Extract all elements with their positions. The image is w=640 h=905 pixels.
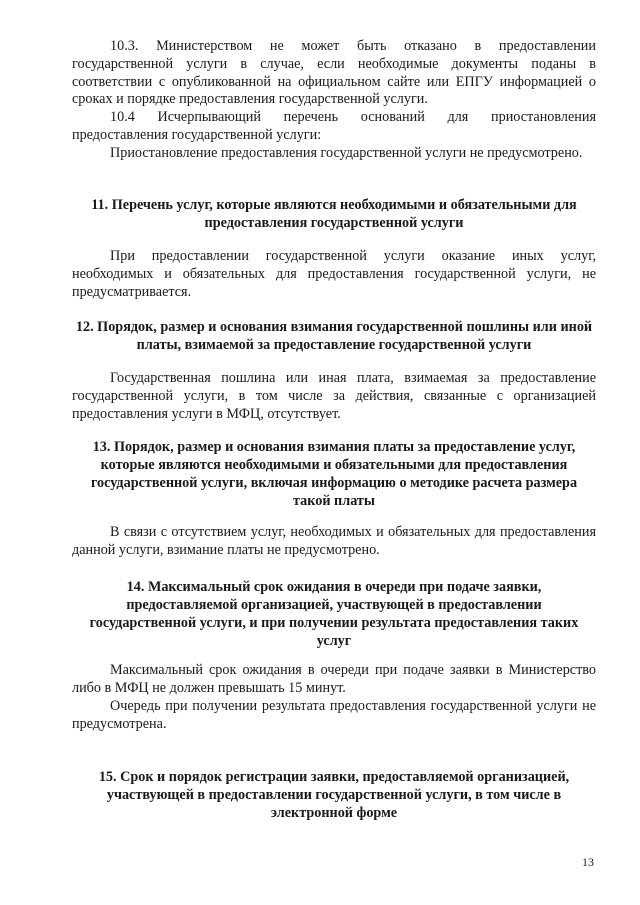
paragraph-10-3: 10.3. Министерством не может быть отказано в предоставлении государственной услуги в случае, если необходимые документы поданы в соответствии с опубликованной на официальном сайте или ЕПГУ информацией о сроках и порядке предоставления государственной услуги. [72,38,596,108]
paragraph-10-4: 10.4 Исчерпывающий перечень оснований для приостановления предоставления государственной услуги: [72,109,596,143]
heading-section-15: 15. Срок и порядок регистрации заявки, предоставляемой организацией, участвующей в предоставлении государственной услуги, в том числе в электронной форме [98,769,570,821]
heading-section-13: 13. Порядок, размер и основания взимания платы за предоставление услуг, которые являются необходимыми и обязательными для предоставления государственной услуги, включая информацию о методике расчета размера такой платы [90,439,578,509]
paragraph-13-body: В связи с отсутствием услуг, необходимых и обязательных для предоставления данной услуги, взимание платы не предусмотрено. [72,524,596,558]
heading-section-14: 14. Максимальный срок ожидания в очереди при подаче заявки, предоставляемой организацией, участвующей в предоставлении государственной услуги, и при получении результата предоставления таких услуг [89,579,579,649]
paragraph-12-body: Государственная пошлина или иная плата, взимаемая за предоставление государственной услуги, в том числе за действия, связанные с организацией предоставления услуги в МФЦ, отсутствует. [72,370,596,422]
paragraph-11-body: При предоставлении государственной услуги оказание иных услуг, необходимых и обязательных для предоставления государственной услуги, не предусматривается. [72,248,596,300]
heading-section-12: 12. Порядок, размер и основания взимания государственной пошлины или иной платы, взимаемой за предоставление государственной услуги [75,319,593,353]
heading-section-11: 11. Перечень услуг, которые являются необходимыми и обязательными для предоставления государственной услуги [91,197,577,231]
paragraph-10-4-body: Приостановление предоставления государственной услуги не предусмотрено. [110,145,583,161]
paragraph-14-body-1: Максимальный срок ожидания в очереди при подаче заявки в Министерство либо в МФЦ не должен превышать 15 минут. [72,662,596,696]
paragraph-14-body-2: Очередь при получении результата предоставления государственной услуги не предусмотрена. [72,698,596,732]
page-number: 13 [582,855,594,869]
